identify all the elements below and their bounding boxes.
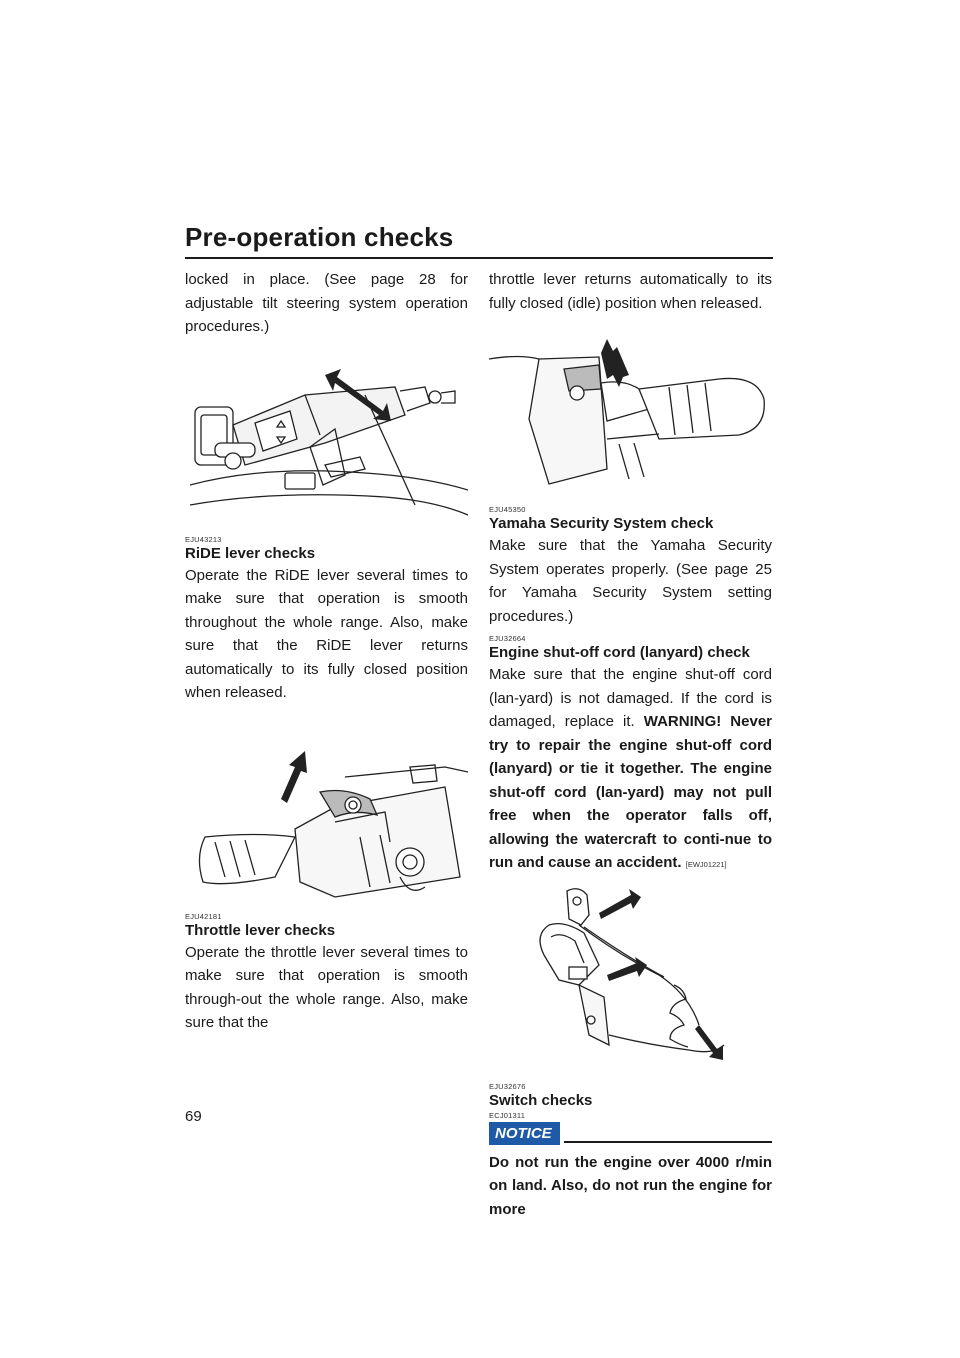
cord-section-code: EJU32664: [489, 634, 526, 643]
notice-text: Do not run the engine over 4000 r/min on land. Also, do not run the engine for more: [489, 1153, 772, 1218]
switch-section-title: Switch checks: [489, 1091, 593, 1109]
notice-header: [489, 1122, 772, 1145]
notice-code: ECJ01311: [489, 1110, 526, 1120]
ride-section-code: EJU43213: [185, 534, 222, 544]
page-number: 69: [185, 1108, 202, 1125]
right-column: [489, 268, 772, 1221]
cord-section-body: [489, 663, 772, 877]
throttle-lever-illustration: [489, 339, 772, 489]
page-header: [185, 222, 773, 259]
right-intro-text: throttle lever returns automatically to its fully closed (idle) position when released.: [489, 271, 772, 312]
throttle-section-title: Throttle lever checks: [185, 921, 336, 939]
cord-warning-text: WARNING! Never try to repair the engine shut-off cord (lanyard) or tie it together. The engine shut-off cord (lan-yard) may not pull free when the operator falls off, allowing the watercraft to conti-nue to run and cause an accident.: [489, 713, 773, 871]
throttle-section-code: EJU42181: [185, 911, 222, 921]
cord-body-text: Make sure that the engine shut-off cord (lan-yard) is not damaged. If the cord is damaged, replace it.: [489, 666, 772, 730]
left-column: [185, 268, 468, 1035]
ride-section-body: Operate the RiDE lever several times to make sure that operation is smooth throughout the whole range. Also, make sure that the RiDE lever returns automatically to its fully closed position when released.: [185, 566, 468, 701]
notice-rule: [564, 1141, 772, 1143]
cord-section-title: Engine shut-off cord (lanyard) check: [489, 644, 750, 661]
shut-off-cord-illustration: [489, 885, 772, 1070]
security-section-body: Make sure that the Yamaha Security System operates properly. (See page 25 for Yamaha Security System setting procedures.): [489, 537, 772, 625]
ride-lever-illustration: [185, 737, 468, 902]
ride-section-title: RiDE lever checks: [185, 544, 316, 562]
throttle-section-body: Operate the throttle lever several times to make sure that operation is smooth through-out the whole range. Also, make sure that the: [185, 943, 468, 1031]
page-title: Pre-operation checks: [185, 222, 773, 259]
steering-handlebar-illustration: [185, 365, 468, 525]
notice-badge: NOTICE: [489, 1122, 560, 1145]
security-section-code: EJU45350: [489, 505, 526, 514]
cord-warning-ref: [EWJ01221]: [685, 860, 727, 869]
switch-section-code: EJU32676: [489, 1081, 526, 1091]
left-intro-text: locked in place. (See page 28 for adjustable tilt steering system operation procedures.): [185, 271, 468, 335]
security-section-title: Yamaha Security System check: [489, 515, 714, 532]
